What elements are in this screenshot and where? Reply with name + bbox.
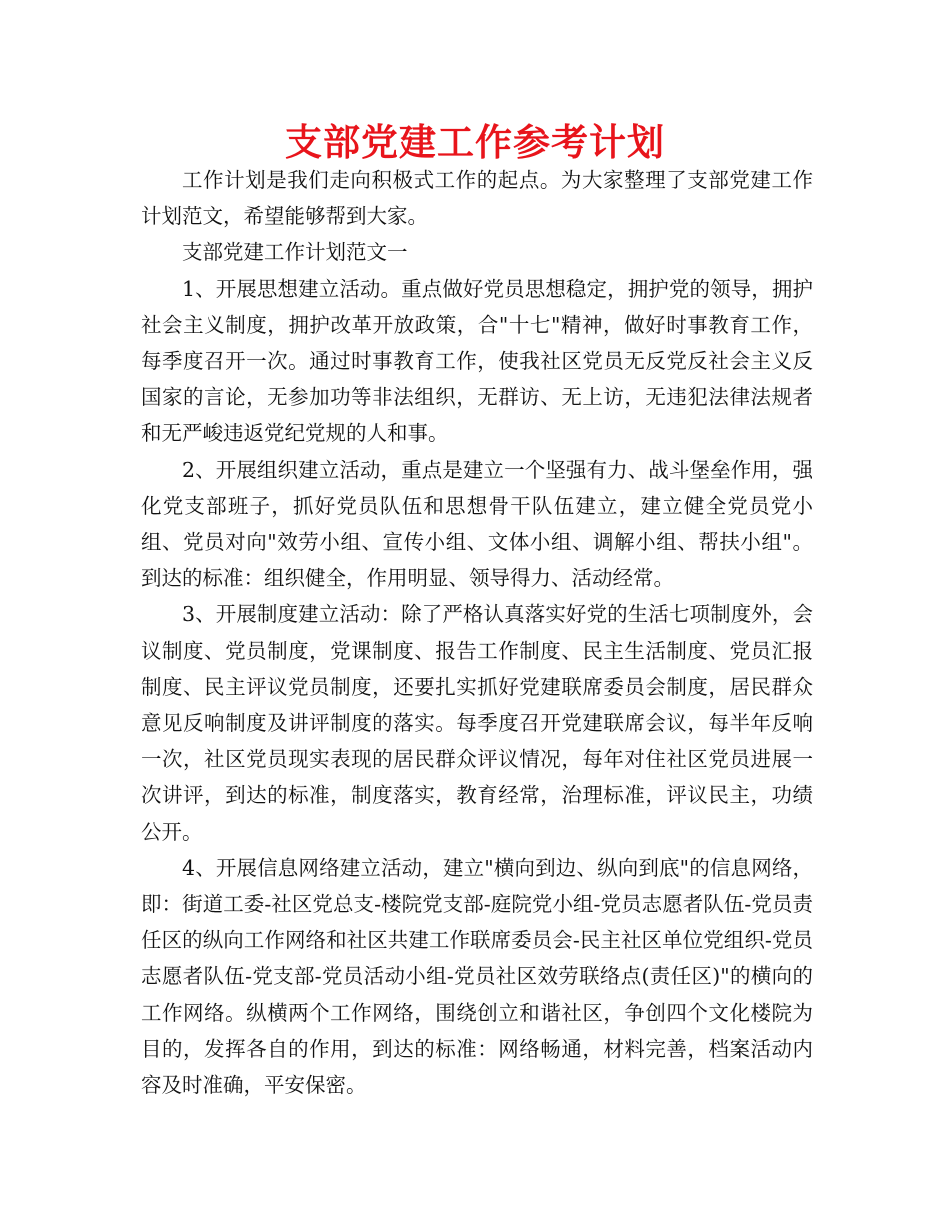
document-title: 支部党建工作参考计划 (285, 121, 665, 164)
item-3-paragraph: 3、开展制度建立活动：除了严格认真落实好党的生活七项制度外，会议制度、党员制度，党课制度、报告工作制度、民主生活制度、党员汇报制度、民主评议党员制度，还要扎实抓好党建联席委员会制度，居民群众意见反响制度及讲评制度的落实。每季度召开党建联席会议，每半年反响一次，社区党员现实表现的居民群众评议情况，每年对住社区党员进展一次讲评，到达的标准，制度落实，教育经常，治理标准，评议民主，功绩公开。 (141, 602, 813, 844)
document-body (141, 162, 813, 1103)
intro-paragraph: 工作计划是我们走向积极式工作的起点。为大家整理了支部党建工作计划范文，希望能够帮到大家。 (141, 168, 813, 229)
section-heading: 支部党建工作计划范文一 (182, 240, 408, 265)
item-1-paragraph: 1、开展思想建立活动。重点做好党员思想稳定，拥护党的领导，拥护社会主义制度，拥护改革开放政策，合"十七"精神，做好时事教育工作，每季度召开一次。通过时事教育工作，使我社区党员无反党反社会主义反国家的言论，无参加功等非法组织，无群访、无上访，无违犯法律法规者和无严峻违返党纪党规的人和事。 (141, 276, 813, 446)
item-4-paragraph: 4、开展信息网络建立活动，建立"横向到边、纵向到底"的信息网络，即：街道工委-社区党总支-楼院党支部-庭院党小组-党员志愿者队伍-党员责任区的纵向工作网络和社区共建工作联席委员会-民主社区单位党组织-党员志愿者队伍-党支部-党员活动小组-党员社区效劳联络点(责任区)"的横向的工作网络。纵横两个工作网络，围绕创立和谐社区，争创四个文化楼院为目的，发挥各自的作用，到达的标准：网络畅通，材料完善，档案活动内容及时准确，平安保密。 (141, 855, 813, 1098)
item-2-paragraph: 2、开展组织建立活动，重点是建立一个坚强有力、战斗堡垒作用，强化党支部班子，抓好党员队伍和思想骨干队伍建立，建立健全党员党小组、党员对向"效劳小组、宣传小组、文体小组、调解小组、帮扶小组"。到达的标准：组织健全，作用明显、领导得力、活动经常。 (141, 457, 813, 591)
